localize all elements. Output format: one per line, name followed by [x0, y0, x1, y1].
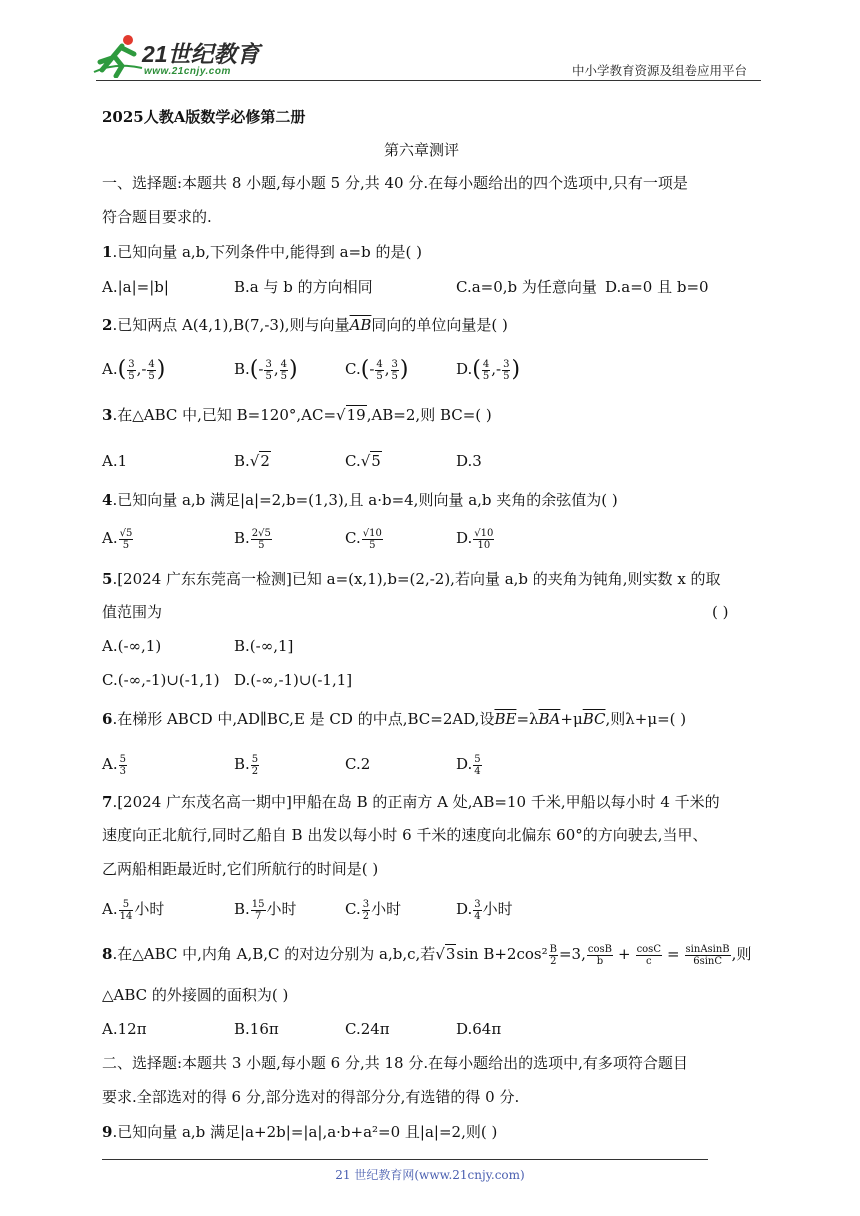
section1-heading: 一、选择题:本题共 8 小题,每小题 5 分,共 40 分.在每小题给出的四个选项中,只有一项是 [102, 174, 688, 192]
q4-option-b: B. $\frac{2√5}{5}$ [234, 527, 271, 551]
question-1: 1.已知向量 a,b,下列条件中,能得到 a=b 的是( ) [102, 243, 422, 261]
q5-option-c: C.(-∞,-1)∪(-1,1) [102, 671, 220, 689]
q7-option-a: A. $\frac{5}{14}$ 小时 [102, 898, 165, 922]
question-8: 8.在△ABC 中,内角 A,B,C 的对边分别为 a,b,c,若√3sin B+2cos² $\frac{B}{2}$ =3, $\frac{\cos B}{b}$ + $\frac{\cos C}{c}$ = $\frac{\text{sinAsinB}}{6\sin C}$ ,则 [102, 943, 752, 967]
section2-heading-cont: 要求.全部选对的得 6 分,部分选对的得部分分,有选错的得 0 分. [102, 1088, 520, 1106]
vector-bc: $\overline{BC}$ [582, 710, 606, 728]
q5-option-d: D.(-∞,-1)∪(-1,1] [234, 671, 353, 689]
book-title: 2025人教A版数学必修第二册 [102, 108, 306, 126]
footer-text: 21 世纪教育网(www.21cnjy.com) [335, 1168, 525, 1182]
question-3: 3.在△ABC 中,已知 B=120°,AC=√19,AB=2,则 BC=( ) [102, 406, 492, 424]
question-5-cont: 值范围为 [102, 603, 163, 621]
q4-option-d: D. $\frac{√10}{10}$ [456, 527, 494, 551]
q1-option-c: C.a=0,b 为任意向量 [456, 278, 597, 296]
q4-option-a: A. $\frac{√5}{5}$ [102, 527, 133, 551]
footer-divider [102, 1159, 708, 1160]
q3-option-a: A.1 [102, 452, 128, 470]
q1-option-a: A.|a|=|b| [102, 278, 169, 296]
question-7-line2: 速度向正北航行,同时乙船自 B 出发以每小时 6 千米的速度向北偏东 60°的方向驶去,当甲、 [102, 826, 708, 844]
q5-option-b: B.(-∞,1] [234, 637, 294, 655]
q2-option-d: D.( $\frac{4}{5}$ ,- $\frac{3}{5}$ ) [456, 357, 521, 382]
q6-option-c: C.2 [345, 755, 371, 773]
q3-option-b: B.√2 [234, 452, 270, 470]
q6-option-d: D. $\frac{5}{4}$ [456, 753, 481, 777]
q7-option-d: D. $\frac{3}{4}$ 小时 [456, 898, 513, 922]
question-8-line2: △ABC 的外接圆的面积为( ) [102, 986, 289, 1004]
question-2: 2.已知两点 A(4,1),B(7,-3),则与向量$\overline{AB}$同向的单位向量是( ) [102, 316, 508, 334]
q7-option-b: B. $\frac{15}{7}$ 小时 [234, 898, 297, 922]
logo-url: www.21cnjy.com [144, 66, 231, 77]
q5-option-a: A.(-∞,1) [102, 637, 162, 655]
question-6: 6.在梯形 ABCD 中,AD∥BC,E 是 CD 的中点,BC=2AD,设$\overline{BE}=\lambda\overline{BA}+\mu\overline{BC}$,则λ+μ=( ) [102, 710, 687, 728]
q7-option-c: C. $\frac{3}{2}$ 小时 [345, 898, 402, 922]
q5-answer-paren: ( ) [712, 603, 729, 621]
q3-option-d: D.3 [456, 452, 482, 470]
header-divider [96, 80, 761, 81]
section1-heading-cont: 符合题目要求的. [102, 208, 212, 226]
q6-option-b: B. $\frac{5}{2}$ [234, 753, 259, 777]
question-4: 4.已知向量 a,b 满足|a|=2,b=(1,3),且 a·b=4,则向量 a,b 夹角的余弦值为( ) [102, 491, 618, 509]
q2-option-c: C.(- $\frac{4}{5}$ , $\frac{3}{5}$ ) [345, 357, 409, 382]
q2-option-a: A.( $\frac{3}{5}$ ,- $\frac{4}{5}$ ) [102, 357, 166, 382]
logo-text: 21世纪教育 [142, 41, 260, 67]
q8-option-d: D.64π [456, 1020, 502, 1038]
section2-heading: 二、选择题:本题共 3 小题,每小题 6 分,共 18 分.在每小题给出的选项中,有多项符合题目 [102, 1054, 688, 1072]
q6-option-a: A. $\frac{5}{3}$ [102, 753, 126, 777]
runner-logo-icon [92, 32, 148, 78]
question-7: 7.[2024 广东茂名高一期中]甲船在岛 B 的正南方 A 处,AB=10 千米,甲船以每小时 4 千米的 [102, 793, 720, 811]
q8-option-a: A.12π [102, 1020, 147, 1038]
q8-option-c: C.24π [345, 1020, 390, 1038]
platform-name: 中小学教育资源及组卷应用平台 [572, 63, 748, 78]
chapter-title: 第六章测评 [384, 141, 460, 159]
q1-option-b: B.a 与 b 的方向相同 [234, 278, 373, 296]
logo [92, 32, 262, 80]
q4-option-c: C. $\frac{√10}{5}$ [345, 527, 382, 551]
q8-option-b: B.16π [234, 1020, 279, 1038]
vector-ab: $\overline{AB}$ [349, 316, 372, 334]
question-7-line3: 乙两船相距最近时,它们所航行的时间是( ) [102, 860, 379, 878]
q1-option-d: D.a=0 且 b=0 [605, 278, 709, 296]
vector-ba: $\overline{BA}$ [538, 710, 561, 728]
question-5: 5.[2024 广东东莞高一检测]已知 a=(x,1),b=(2,-2),若向量 a,b 的夹角为钝角,则实数 x 的取 [102, 570, 721, 588]
question-9: 9.已知向量 a,b 满足|a+2b|=|a|,a·b+a²=0 且|a|=2,则( ) [102, 1123, 498, 1141]
q3-option-c: C.√5 [345, 452, 381, 470]
vector-be: $\overline{BE}$ [494, 710, 517, 728]
q2-option-b: B.(- $\frac{3}{5}$ , $\frac{4}{5}$ ) [234, 357, 298, 382]
